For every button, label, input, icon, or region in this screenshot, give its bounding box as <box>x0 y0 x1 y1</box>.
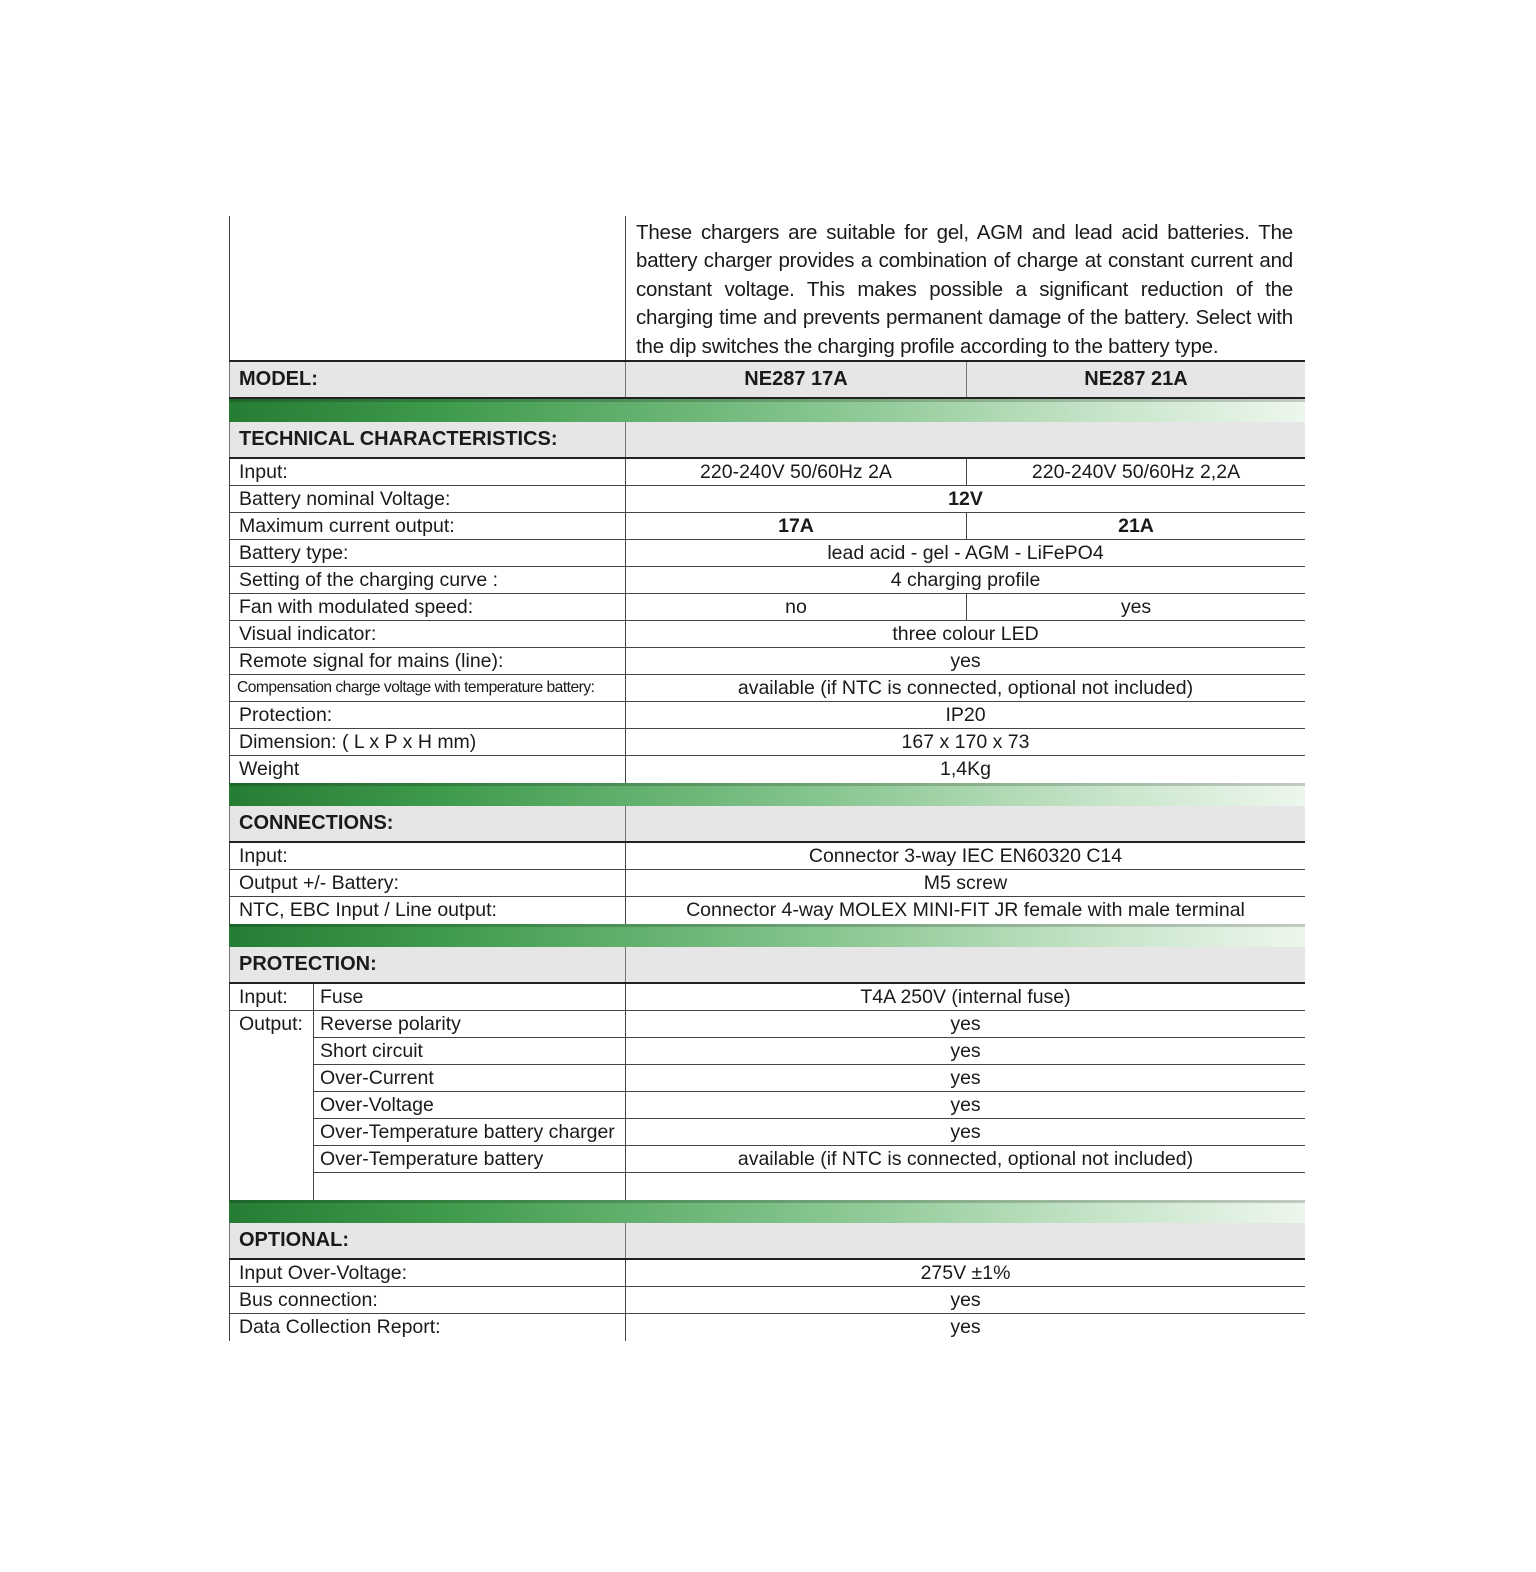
spec-value-model-a: 17A <box>626 513 967 539</box>
table-row <box>229 756 1305 783</box>
protection-header-row <box>229 947 1305 984</box>
model-label: MODEL: <box>229 362 626 397</box>
connections-header-row <box>229 806 1305 843</box>
table-row <box>229 1092 1305 1119</box>
spec-label: Input Over-Voltage: <box>229 1260 626 1286</box>
technical-header-row <box>229 422 1305 459</box>
table-row <box>229 1038 1305 1065</box>
header-blank-cell <box>626 806 1305 841</box>
model-a-name: NE287 17A <box>626 362 967 397</box>
blank-cell <box>626 1173 1305 1200</box>
table-row <box>229 1146 1305 1173</box>
group-blank-cell <box>229 1146 314 1173</box>
spec-label: Weight <box>229 756 626 783</box>
header-blank-cell <box>626 947 1305 982</box>
technical-table <box>229 459 1305 783</box>
table-row <box>229 1314 1305 1341</box>
section-title-connections: CONNECTIONS: <box>229 806 626 841</box>
protection-group-input: Input: <box>229 984 314 1010</box>
table-row <box>229 486 1305 513</box>
table-row <box>229 1011 1305 1038</box>
spec-value: available (if NTC is connected, optional not included) <box>737 676 1194 699</box>
spec-value: yes <box>626 1011 1305 1038</box>
spec-label: Fan with modulated speed: <box>229 594 626 620</box>
table-row <box>229 702 1305 729</box>
spec-value: lead acid - gel - AGM - LiFePO4 <box>827 541 1104 564</box>
section-title-protection: PROTECTION: <box>229 947 626 982</box>
spec-value: Connector 3-way IEC EN60320 C14 <box>808 844 1123 867</box>
spec-value-model-b: yes <box>1120 595 1152 618</box>
group-blank-cell <box>229 1173 314 1200</box>
group-blank-cell <box>229 1038 314 1065</box>
header-blank-cell <box>626 422 1305 457</box>
model-header-row <box>229 362 1305 399</box>
spec-label: Data Collection Report: <box>229 1314 626 1341</box>
spec-value-model-a: no <box>626 594 967 620</box>
spec-value: M5 screw <box>923 871 1008 894</box>
spec-value: yes <box>626 1119 1305 1146</box>
spec-label: Reverse polarity <box>314 1011 626 1038</box>
table-row <box>229 870 1305 897</box>
group-blank-cell <box>229 1092 314 1119</box>
table-row-empty <box>229 1173 1305 1200</box>
spec-label: Over-Current <box>314 1065 626 1092</box>
connections-table <box>229 843 1305 924</box>
product-description: These chargers are suitable for gel, AGM and lead acid batteries. The battery charger provides a combination of charge at constant current and constant voltage. This makes possible a significant reduction of the charging time and prevents permanent damage of the battery. Select with the dip switches the charging profile according to the battery type. <box>636 221 1293 358</box>
spec-value: 4 charging profile <box>890 568 1041 591</box>
spec-label: Dimension: ( L x P x H mm) <box>229 729 626 755</box>
spec-value: available (if NTC is connected, optional not included) <box>626 1146 1305 1173</box>
table-row <box>229 594 1305 621</box>
green-divider-band <box>229 924 1305 947</box>
table-row <box>229 897 1305 924</box>
spec-value: yes <box>950 649 981 672</box>
spec-label: Over-Temperature battery <box>314 1146 626 1173</box>
green-divider-band <box>229 1200 1305 1223</box>
protection-group-output: Output: <box>229 1011 314 1038</box>
group-blank-cell <box>229 1119 314 1146</box>
spec-value: 1,4Kg <box>940 758 991 780</box>
table-row <box>229 729 1305 756</box>
spec-label: Input: <box>229 843 626 869</box>
table-row <box>229 567 1305 594</box>
header-blank-cell <box>626 1223 1305 1258</box>
section-title-optional: OPTIONAL: <box>229 1223 626 1258</box>
spec-value: 167 x 170 x 73 <box>901 730 1030 753</box>
spec-value: yes <box>626 1065 1305 1092</box>
section-title-technical: TECHNICAL CHARACTERISTICS: <box>229 422 626 457</box>
spec-value: T4A 250V (internal fuse) <box>860 985 1071 1008</box>
spec-value: yes <box>626 1092 1305 1119</box>
optional-table <box>229 1260 1305 1341</box>
table-row <box>229 648 1305 675</box>
table-row <box>229 1119 1305 1146</box>
blank-cell <box>314 1173 626 1200</box>
table-row <box>229 675 1305 702</box>
table-row <box>229 843 1305 870</box>
table-row <box>229 459 1305 486</box>
spec-label: Fuse <box>314 984 626 1010</box>
spec-label: Input: <box>229 459 626 485</box>
group-blank-cell <box>229 1065 314 1092</box>
spec-label: Compensation charge voltage with temperature battery: <box>229 675 626 701</box>
model-b-name: NE287 21A <box>1084 368 1188 390</box>
spec-label: Battery type: <box>229 540 626 566</box>
spec-value: 275V ±1% <box>920 1261 1011 1284</box>
optional-header-row <box>229 1223 1305 1260</box>
spec-label: Bus connection: <box>229 1287 626 1313</box>
spec-value: yes <box>626 1038 1305 1065</box>
spec-value-model-a: 220-240V 50/60Hz 2A <box>626 459 967 485</box>
spec-value-model-b: 21A <box>1118 514 1154 537</box>
spec-label: Protection: <box>229 702 626 728</box>
table-row <box>229 621 1305 648</box>
green-divider-band <box>229 783 1305 806</box>
table-row <box>229 540 1305 567</box>
spec-value-model-b: 220-240V 50/60Hz 2,2A <box>1031 460 1241 483</box>
spec-value: 12V <box>948 487 983 510</box>
spec-label: Visual indicator: <box>229 621 626 647</box>
spec-label: Remote signal for mains (line): <box>229 648 626 674</box>
spec-label: Output +/- Battery: <box>229 870 626 896</box>
spec-label: NTC, EBC Input / Line output: <box>229 897 626 924</box>
intro-row <box>229 216 1305 362</box>
green-divider-band <box>229 399 1305 422</box>
table-row <box>229 984 1305 1011</box>
spec-label: Maximum current output: <box>229 513 626 539</box>
spec-sheet <box>229 216 1305 1341</box>
spec-value: yes <box>950 1288 981 1311</box>
spec-value: Connector 4-way MOLEX MINI-FIT JR female with male terminal <box>686 899 1245 921</box>
table-row <box>229 1065 1305 1092</box>
table-row <box>229 513 1305 540</box>
protection-table <box>229 984 1305 1200</box>
spec-value: yes <box>950 1316 981 1338</box>
spec-label: Over-Voltage <box>314 1092 626 1119</box>
spec-label: Short circuit <box>314 1038 626 1065</box>
spec-value: three colour LED <box>892 622 1039 645</box>
spec-label: Battery nominal Voltage: <box>229 486 626 512</box>
table-row <box>229 1260 1305 1287</box>
protection-output-group <box>229 1011 1305 1200</box>
intro-blank-cell <box>229 216 626 360</box>
spec-label: Setting of the charging curve : <box>229 567 626 593</box>
spec-label: Over-Temperature battery charger <box>314 1119 626 1146</box>
table-row <box>229 1287 1305 1314</box>
spec-value: IP20 <box>945 703 986 726</box>
